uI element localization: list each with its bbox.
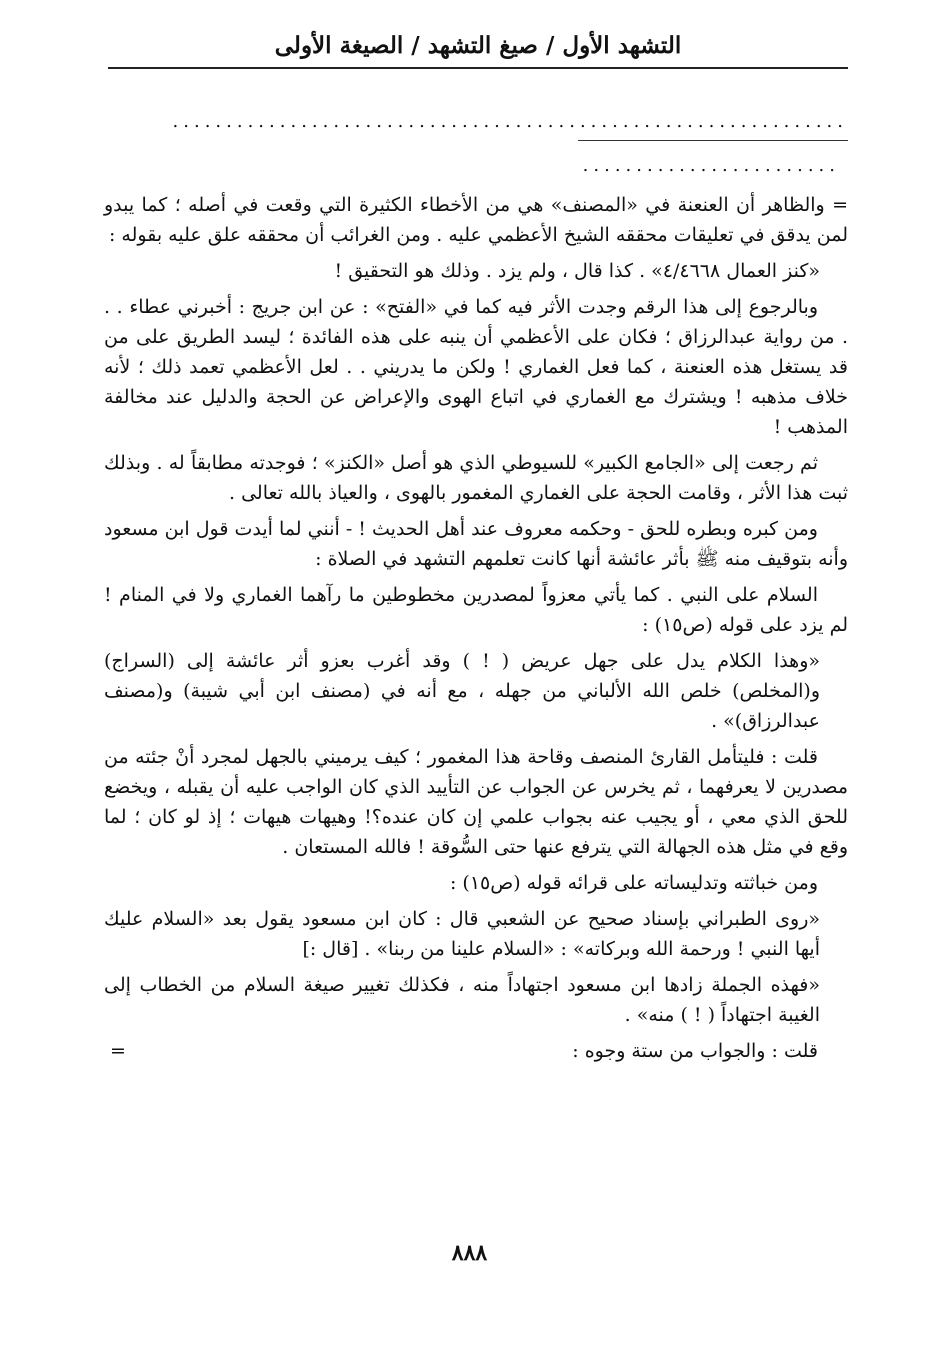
continued-mark: = — [110, 1040, 126, 1062]
paragraph: ومن كبره وبطره للحق - وحكمه معروف عند أهل الحديث ! - أنني لما أيدت قول ابن مسعود وأنه بتوقيف منه ﷺ بأثر عائشة أنها كانت تعلمهم التشهد في الصلاة : — [104, 518, 848, 570]
elided-footnote-dots: ............................................................... — [172, 112, 848, 132]
paragraph: ثم رجعت إلى «الجامع الكبير» للسيوطي الذي هو أصل «الكنز» ؛ فوجدته مطابقاً له . وبذلك ثبت هذا الأثر ، وقامت الحجة على الغماري المغمور بالهوى ، والعياذ بالله تعالى . — [104, 452, 848, 504]
header-rule — [108, 67, 848, 69]
quoted-paragraph: «وهذا الكلام يدل على جهل عريض ( ! ) وقد أغرب بعزو أثر عائشة إلى (السراج) و(المخلص) خلص الله الألباني من جهله ، مع أنه في (مصنف ابن أبي شيبة) و(مصنف عبدالرزاق)» . — [104, 650, 820, 732]
paragraph-text: قلت : والجواب من ستة وجوه : — [572, 1040, 818, 1062]
page-number: ٨٨٨ — [451, 1240, 488, 1266]
quoted-paragraph: «فهذه الجملة زادها ابن مسعود اجتهاداً منه ، فكذلك تغيير صيغة السلام من الخطاب إلى الغيبة اجتهاداً ( ! ) منه» . — [104, 974, 820, 1026]
running-head: التشهد الأول / صيغ التشهد / الصيغة الأولى — [274, 32, 682, 59]
quoted-paragraph: «كنز العمال ٤/٤٦٦٨» . كذا قال ، ولم يزد . وذلك هو التحقيق ! — [334, 260, 820, 282]
paragraph: = والظاهر أن العنعنة في «المصنف» هي من الأخطاء الكثيرة التي وقعت في أصله ؛ كما يبدو لمن يدقق في تعليقات محققه الشيخ الأعظمي عليه . ومن الغرائب أن محققه علق عليه بقوله : — [104, 194, 848, 246]
paragraph: قلت : فليتأمل القارئ المنصف وقاحة هذا المغمور ؛ كيف يرميني بالجهل لمجرد أنْ جئته من مصدرين لا يعرفهما ، ثم يخرس عن الجواب عن التأييد الذي كان الواجب عليه أن يقبله ، ويخضع للحق الذي معي ، أو يجيب عنه بجواب علمي إن كان عنده؟! وهيهات هيهات ؛ إذ لو كان ؛ لما وقع في مثل هذه الجهالة التي يترفع عنها حتى السُّوقة ! فالله المستعان . — [104, 746, 848, 858]
last-paragraph — [104, 1036, 848, 1066]
quoted-paragraph: «روى الطبراني بإسناد صحيح عن الشعبي قال : كان ابن مسعود يقول بعد «السلام عليك أيها النبي ! ورحمة الله وبركاته» : «السلام علينا من ربنا» . [قال :] — [104, 908, 820, 960]
paragraph: وبالرجوع إلى هذا الرقم وجدت الأثر فيه كما في «الفتح» : عن ابن جريج : أخبرني عطاء . . . من رواية عبدالرزاق ؛ فكان على الأعظمي أن ينبه على هذه الفائدة ؛ ليسد الطريق على من قد يستغل هذه العنعنة ، كما فعل الغماري ! ولكن ما يدريني . . لعل الأعظمي تعمد ذلك ؛ لأنه خلاف مذهبه ! ويشترك مع الغماري في اتباع الهوى والإعراض عن الحجة والدليل عند مخالفة المذهب ! — [104, 296, 848, 438]
paragraph: ومن خباثته وتدليساته على قرائه قوله (ص١٥) : — [449, 872, 818, 894]
footnote-rule — [578, 140, 848, 141]
elided-footnote-dots-short: ........................ — [582, 156, 840, 176]
footnote-body — [104, 190, 848, 1072]
paragraph: السلام على النبي . كما يأتي معزواً لمصدرين مخطوطين ما رآهما الغماري ولا في المنام ! لم يزد على قوله (ص١٥) : — [104, 584, 848, 636]
